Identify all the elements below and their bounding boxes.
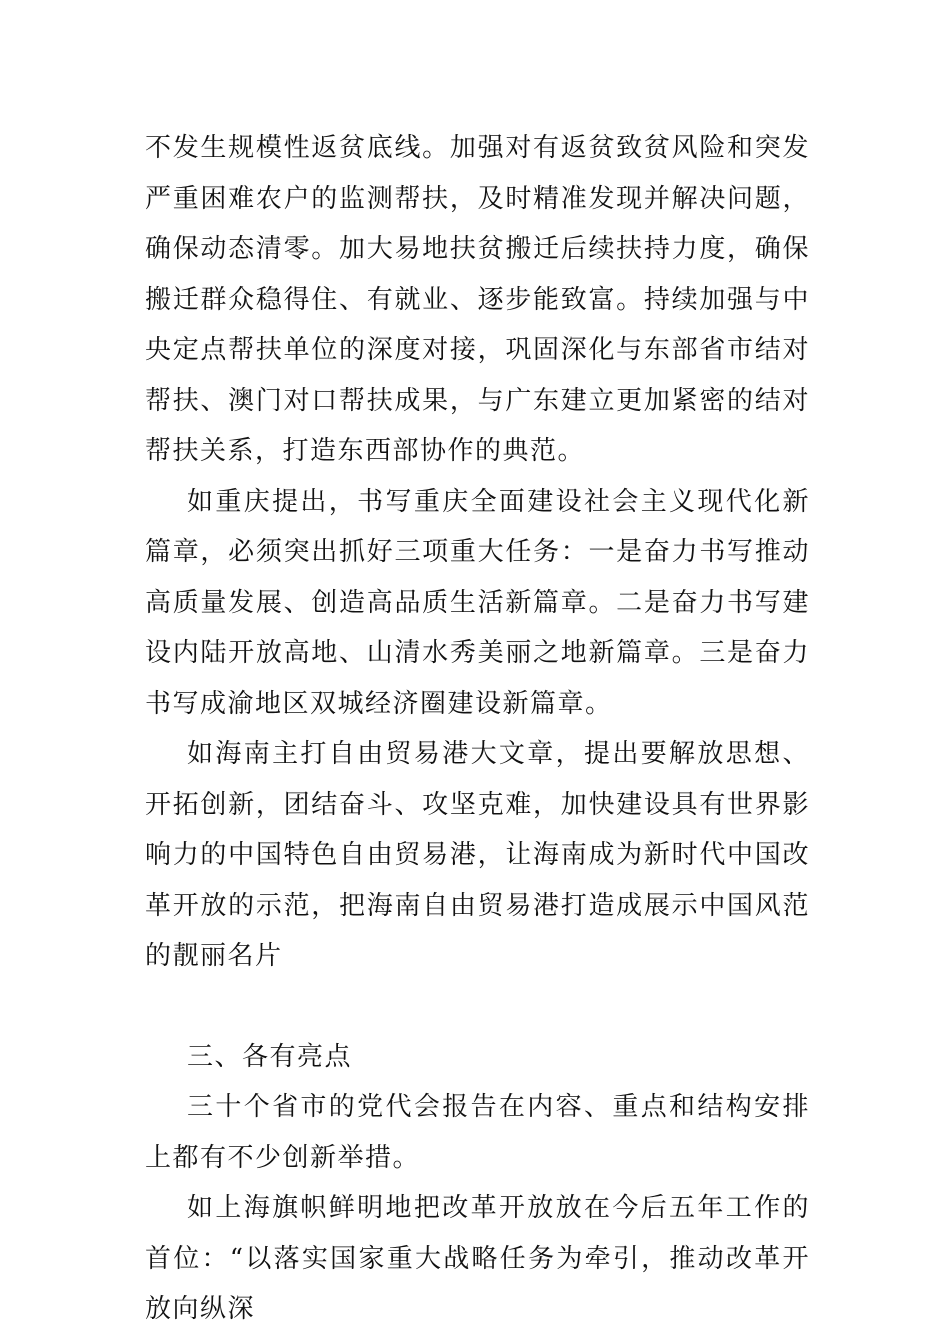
section-heading: 三、各有亮点	[187, 1041, 353, 1072]
section-spacer	[145, 982, 810, 1032]
paragraph-poverty-monitoring: 不发生规模性返贫底线。加强对有返贫致贫风险和突发严重困难农户的监测帮扶，及时精准发现并解决问题，确保动态清零。加大易地扶贫搬迁后续扶持力度，确保搬迁群众稳得住、有就业、逐步能致富。持续加强与中央定点帮扶单位的深度对接，巩固深化与东部省市结对帮扶、澳门对口帮扶成果，与广东建立更加紧密的结对帮扶关系，打造东西部协作的典范。	[145, 133, 810, 466]
paragraph-innovation-summary: 三十个省市的党代会报告在内容、重点和结构安排上都有不少创新举措。	[145, 1092, 810, 1173]
paragraph-chongqing: 如重庆提出，书写重庆全面建设社会主义现代化新篇章，必须突出抓好三项重大任务：一是奋力书写推动高质量发展、创造高品质生活新篇章。二是奋力书写建设内陆开放高地、山清水秀美丽之地新篇章。三是奋力书写成渝地区双城经济圈建设新篇章。	[145, 486, 810, 719]
document-body	[145, 123, 810, 1335]
paragraph-hainan: 如海南主打自由贸易港大文章，提出要解放思想、开拓创新，团结奋斗、攻坚克难，加快建设具有世界影响力的中国特色自由贸易港，让海南成为新时代中国改革开放的示范，把海南自由贸易港打造成展示中国风范的靓丽名片	[145, 739, 810, 971]
paragraph-shanghai: 如上海旗帜鲜明地把改革开放放在今后五年工作的首位：“以落实国家重大战略任务为牵引，推动改革开放向纵深	[145, 1193, 810, 1324]
